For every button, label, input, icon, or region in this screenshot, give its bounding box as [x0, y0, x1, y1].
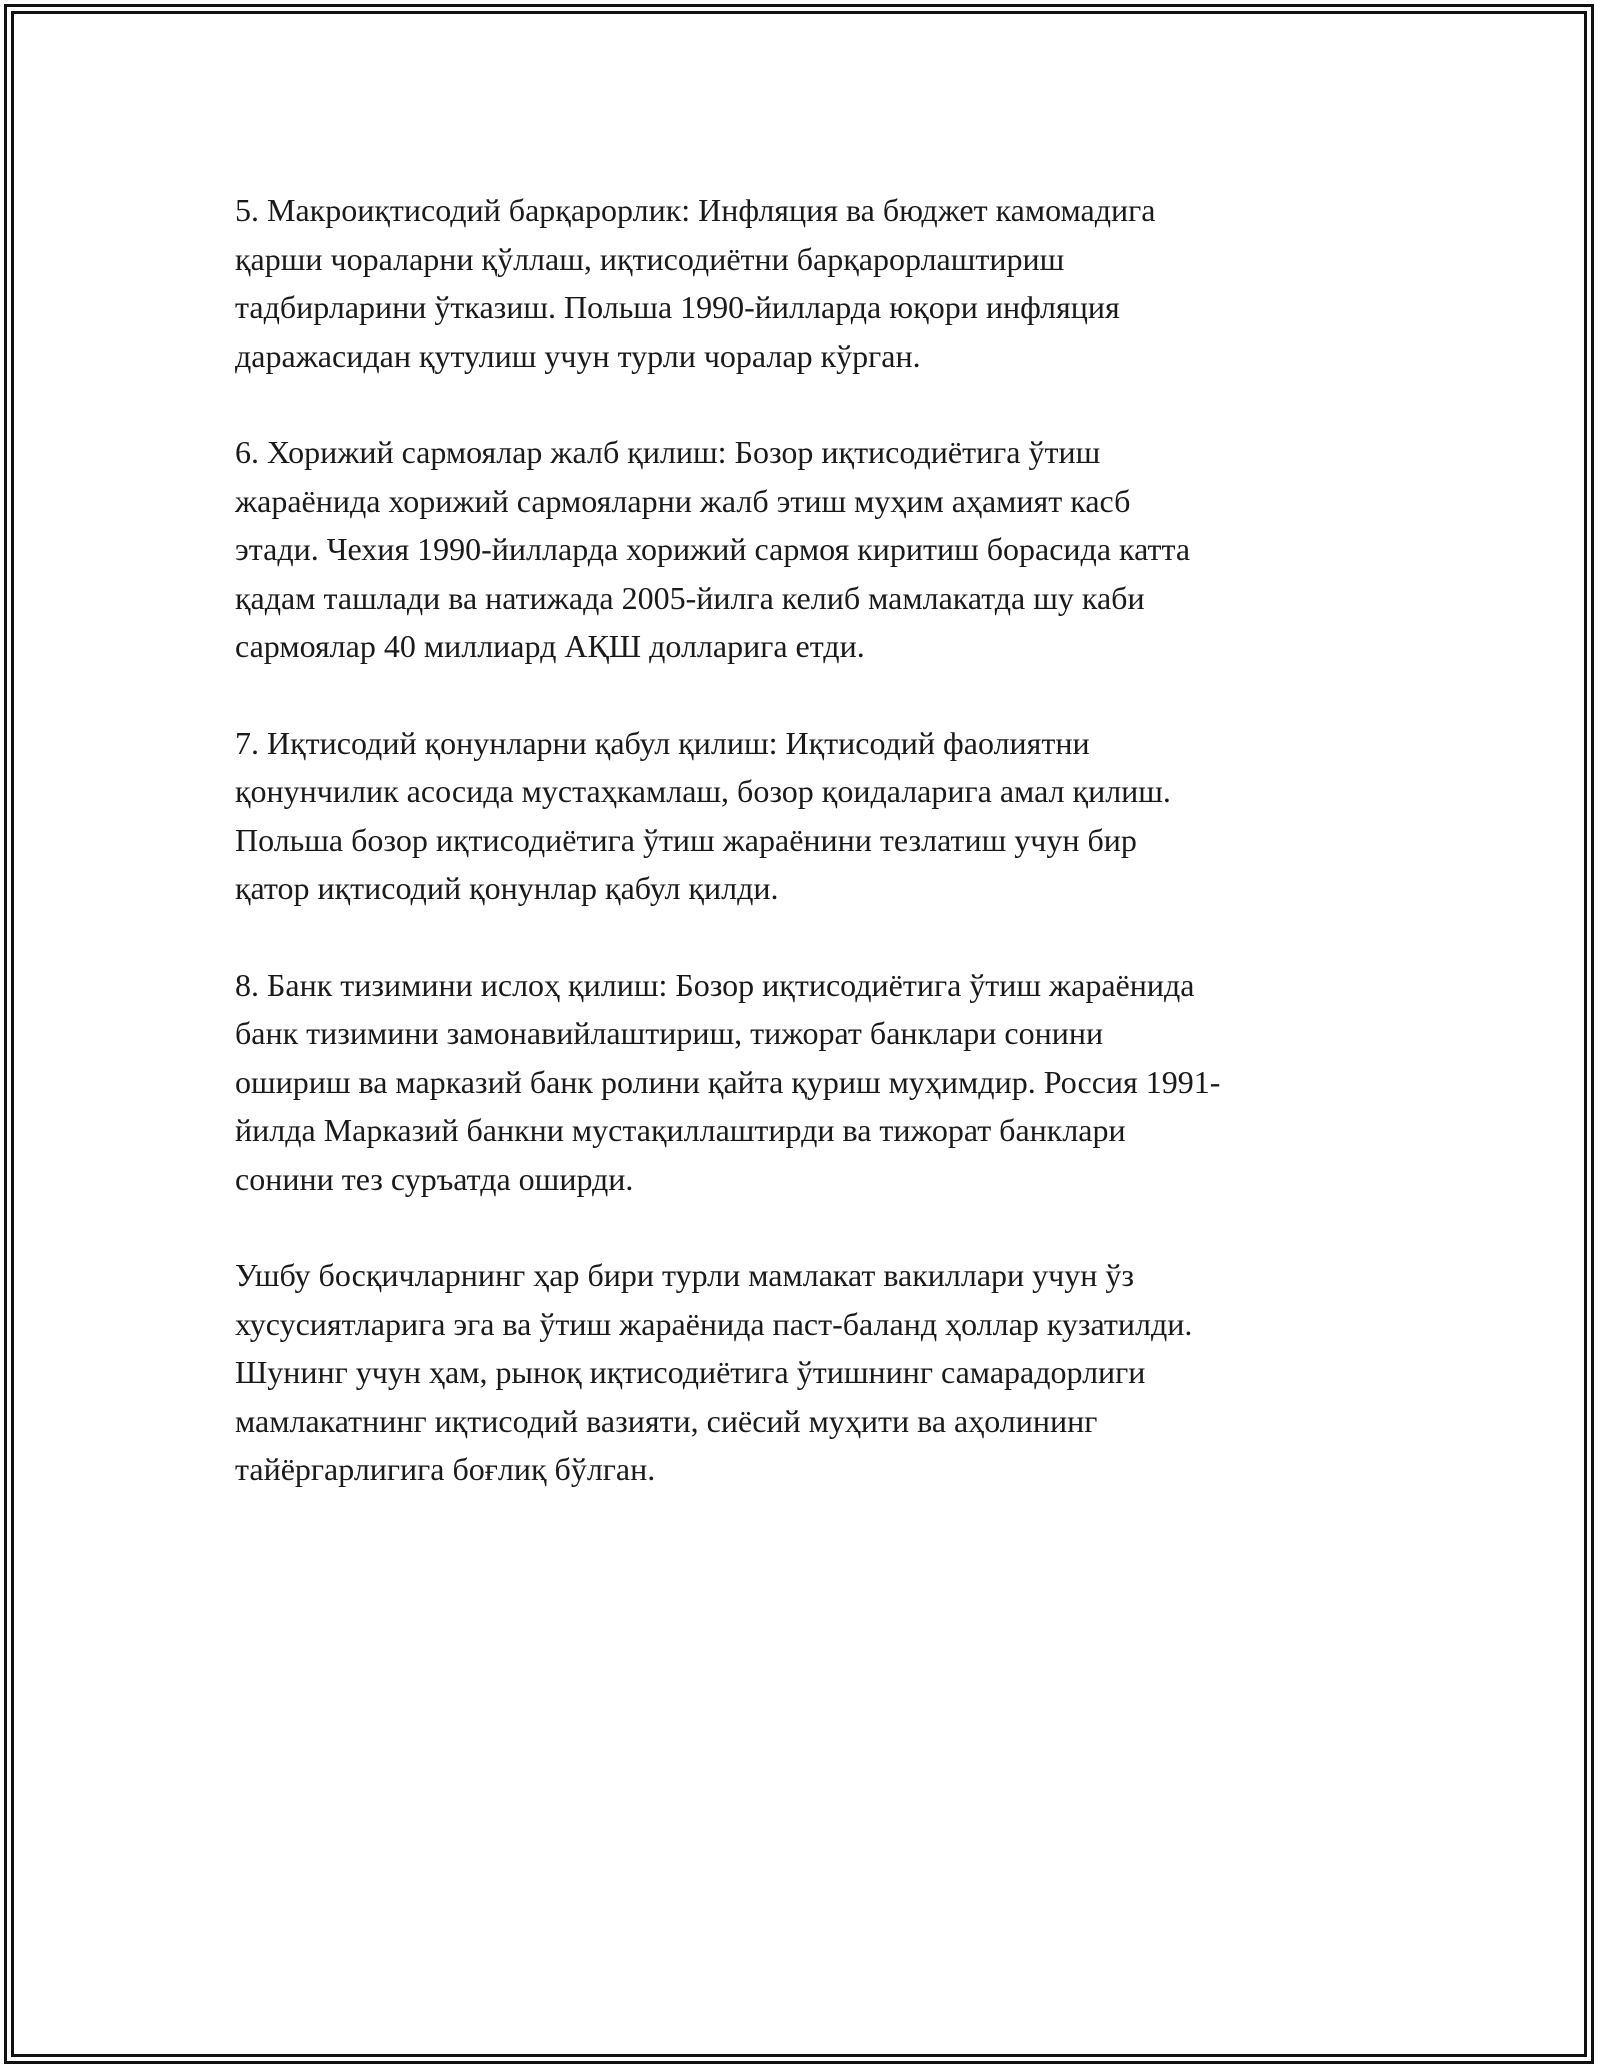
- paragraph-banking-reform: [235, 961, 1375, 1204]
- document-body: [235, 186, 1375, 1542]
- paragraph-conclusion: [235, 1251, 1375, 1494]
- text-line: сонини тез суръатда оширди.: [235, 1160, 634, 1197]
- text-line: қадам ташлади ва натижада 2005-йилга келиб мамлакатда шу каби: [235, 579, 1145, 616]
- text-line: Польша бозор иқтисодиётига ўтиш жараёнини тезлатиш учун бир: [235, 821, 1137, 858]
- text-line: мамлакатнинг иқтисодий вазияти, сиёсий муҳити ва аҳолининг: [235, 1402, 1098, 1439]
- text-line: йилда Марказий банкни мустақиллаштирди ва тижорат банклари: [235, 1112, 1126, 1148]
- paragraph-macroeconomic-stability: [235, 186, 1375, 380]
- text-line: сармоялар 40 миллиард АҚШ долларига етди.: [235, 628, 865, 664]
- text-line: қатор иқтисодий қонунлар қабул қилди.: [235, 870, 779, 906]
- text-line: даражасидан қутулиш учун турли чоралар кўрган.: [235, 337, 921, 374]
- text-line: тайёргарлигига боғлиқ бўлган.: [235, 1451, 656, 1487]
- text-line: Шунинг учун ҳам, рыноқ иқтисодиётига ўтишнинг самарадорлиги: [235, 1354, 1146, 1390]
- paragraph-foreign-investment: [235, 428, 1375, 671]
- text-line: 7. Иқтисодий қонунларни қабул қилиш: Иқтисодий фаолиятни: [235, 724, 1090, 761]
- text-line: ошириш ва марказий банк ролини қайта қуриш муҳимдир. Россия 1991-: [235, 1063, 1221, 1100]
- text-line: 8. Банк тизимини ислоҳ қилиш: Бозор иқтисодиётига ўтиш жараёнида: [235, 966, 1195, 1003]
- text-line: хусусиятларига эга ва ўтиш жараёнида паст-баланд ҳоллар кузатилди.: [235, 1305, 1193, 1342]
- text-line: 6. Хорижий сармоялар жалб қилиш: Бозор иқтисодиётига ўтиш: [235, 434, 1101, 470]
- text-line: банк тизимини замонавийлаштириш, тижорат банклари сонини: [235, 1015, 1104, 1051]
- text-line: тадбирларини ўтказиш. Польша 1990-йилларда юқори инфляция: [235, 289, 1120, 325]
- text-line: 5. Макроиқтисодий барқарорлик: Инфляция ва бюджет камомадига: [235, 192, 1156, 228]
- text-line: этади. Чехия 1990-йилларда хорижий сармоя киритиш борасида катта: [235, 531, 1191, 567]
- text-line: қарши чораларни қўллаш, иқтисодиётни барқарорлаштириш: [235, 240, 1065, 277]
- text-line: жараёнида хорижий сармояларни жалб этиш муҳим аҳамият касб: [235, 482, 1131, 519]
- text-line: Ушбу босқичларнинг ҳар бири турли мамлакат вакиллари учун ўз: [235, 1257, 1134, 1293]
- text-line: қонунчилик асосида мустаҳкамлаш, бозор қоидаларига амал қилиш.: [235, 773, 1171, 809]
- paragraph-economic-laws: [235, 719, 1375, 913]
